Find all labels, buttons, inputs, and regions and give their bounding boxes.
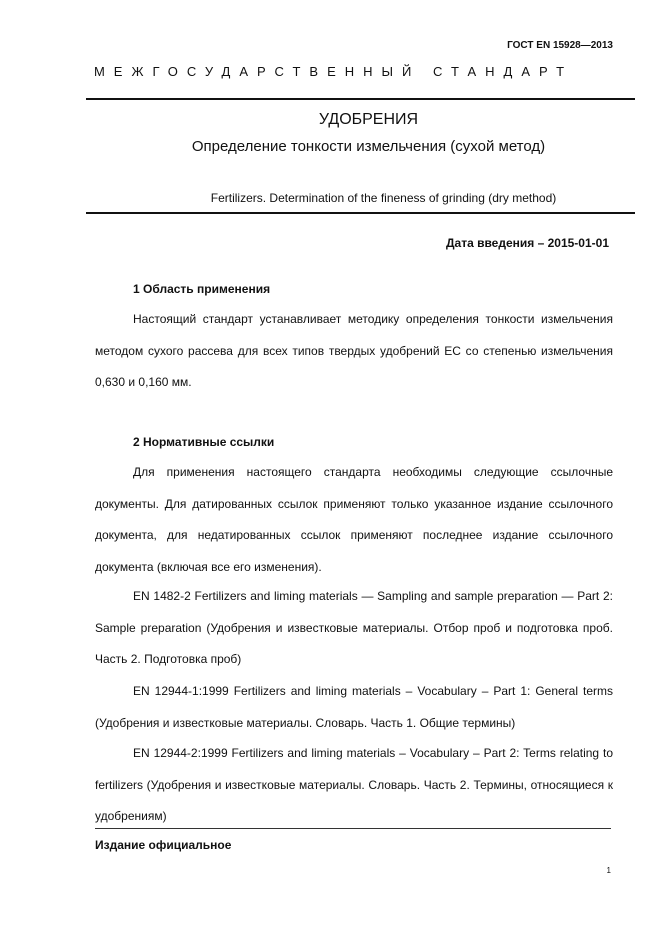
reference-en-12944-2: EN 12944-2:1999 Fertilizers and liming materials – Vocabulary – Part 2: Terms relating to fertilizers (Удобрения и известковые материалы. Словарь. Часть 2. Термины, относящиеся к удобрениям)	[95, 746, 613, 823]
reference-en-12944-1: EN 12944-1:1999 Fertilizers and liming materials – Vocabulary – Part 1: General terms (Удобрения и известковые материалы. Словарь. Часть 1. Общие термины)	[95, 684, 613, 730]
top-divider	[86, 98, 635, 100]
official-edition-label: Издание официальное	[95, 838, 232, 852]
title-sub: Определение тонкости измельчения (сухой метод)	[191, 138, 546, 155]
title-english: Fertilizers. Determination of the fineness of grinding (dry method)	[210, 191, 557, 205]
reference-en-1482-2: EN 1482-2 Fertilizers and liming materials — Sampling and sample preparation — Part 2: Sample preparation (Удобрения и известковые материалы. Отбор проб и подготовка проб. Часть 2. Подготовка проб)	[95, 589, 613, 666]
introduction-date: Дата введения – 2015-01-01	[445, 236, 609, 250]
paragraph-references-intro: Для применения настоящего стандарта необходимы следующие ссылочные документы. Для датированных ссылок применяют только указанное издание ссылочного документа, для недатированных ссылок применяют последнее издание ссылочного документа (включая все его изменения).	[95, 465, 613, 574]
page-number: 1	[606, 866, 611, 875]
section-heading-normative-references: 2 Нормативные ссылки	[133, 435, 275, 449]
interstate-standard-banner: МЕЖГОСУДАРСТВЕННЫЙ СТАНДАРТ	[93, 64, 574, 79]
section-heading-scope: 1 Область применения	[133, 282, 271, 296]
title-divider	[86, 212, 635, 214]
title-main: УДОБРЕНИЯ	[318, 111, 419, 128]
footer-divider	[95, 828, 611, 829]
document-code: ГОСТ EN 15928—2013	[507, 40, 613, 51]
paragraph-scope: Настоящий стандарт устанавливает методику определения тонкости измельчения методом сухого рассева для всех типов твердых удобрений ЕС со степенью измельчения 0,630 и 0,160 мм.	[95, 312, 613, 389]
